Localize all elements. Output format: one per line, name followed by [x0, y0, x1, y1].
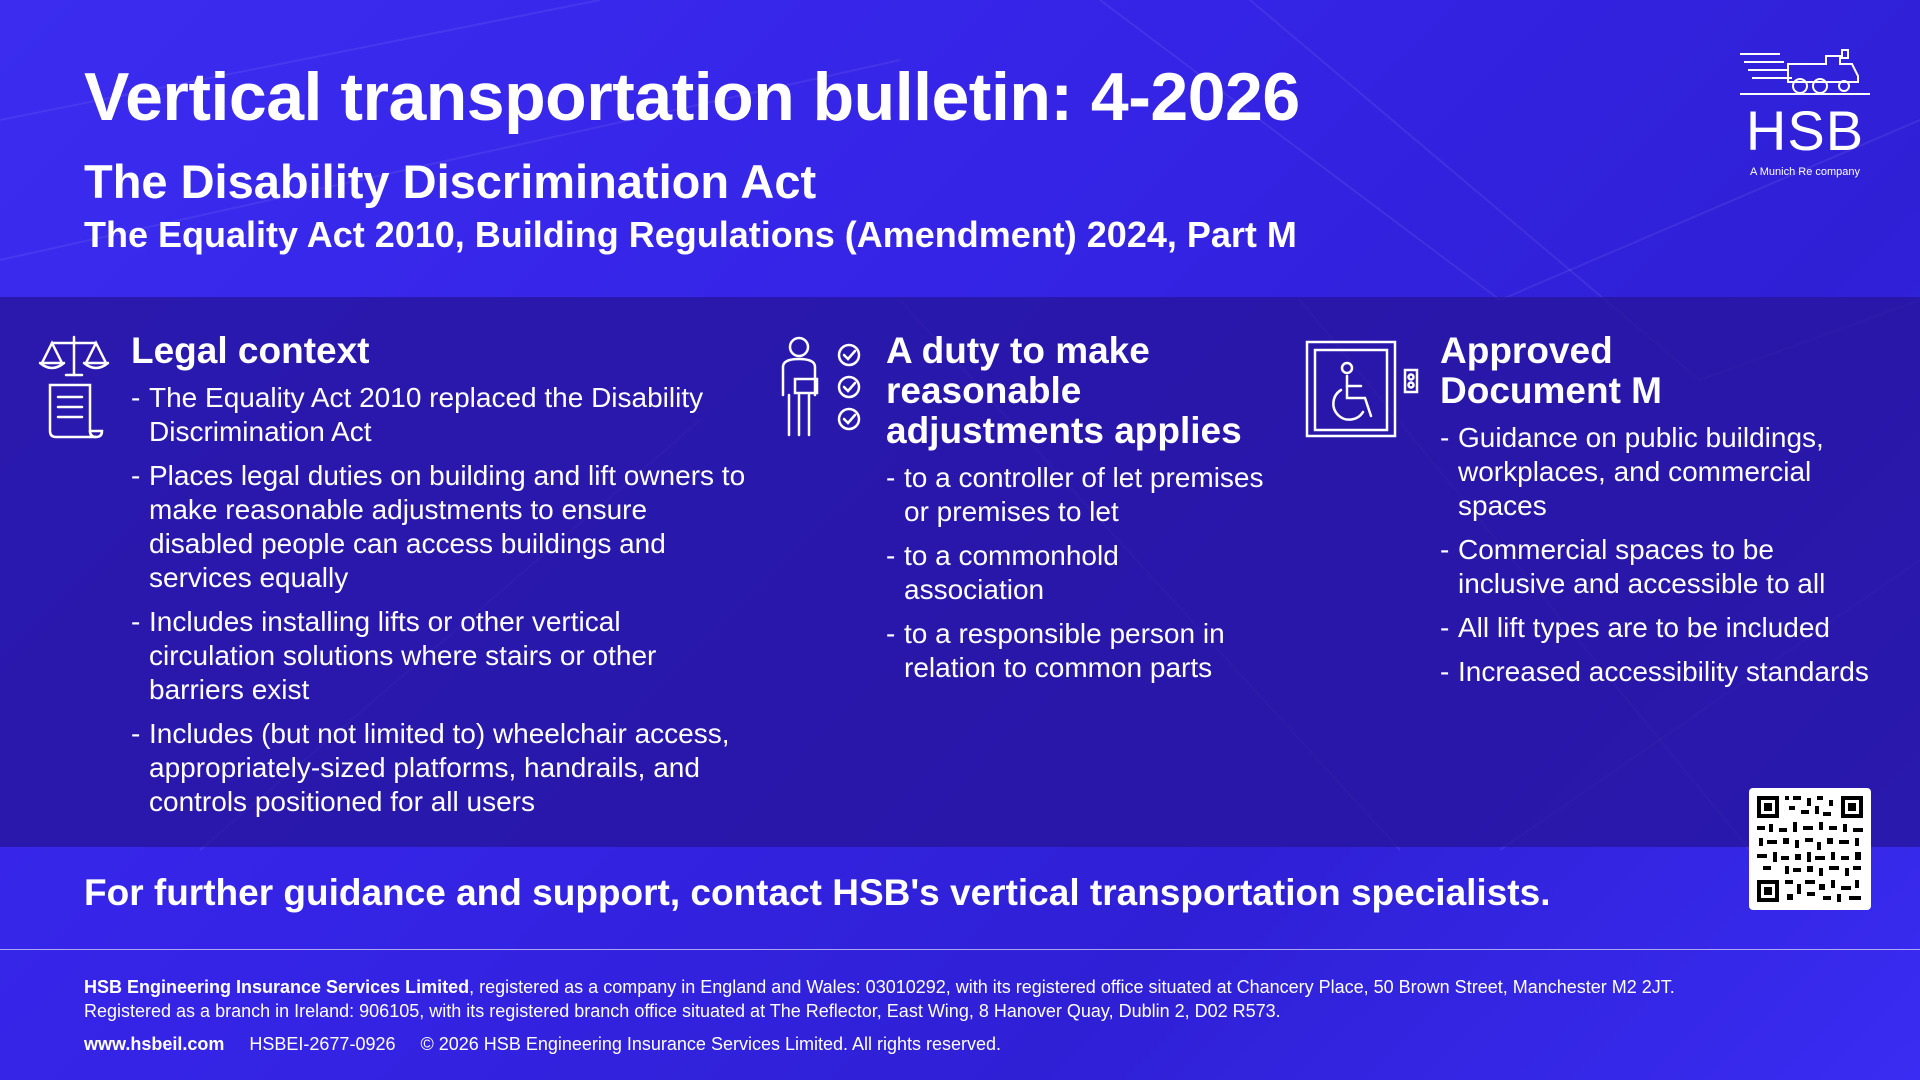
section-title: Approved Document M — [1440, 330, 1662, 411]
list-item: - Guidance on public buildings, workplaces, and commercial spaces — [1440, 421, 1870, 523]
call-to-action: For further guidance and support, contact HSB's vertical transportation specialists. — [84, 872, 1551, 913]
section-title: A duty to make reasonable adjustments applies — [886, 330, 1242, 451]
section-title: Legal context — [131, 330, 370, 371]
list-item: - Places legal duties on building and lift owners to make reasonable adjustments to ensure disabled people can access buildings and services equally — [131, 459, 751, 595]
logo-text: HSB — [1745, 99, 1865, 162]
page-title: Vertical transportation bulletin: 4-2026 — [84, 59, 1300, 135]
registration-england: , registered as a company in England and Wales: 03010292, with its registered office situated at Chancery Place, 50 Brown Street, Manchester M2 2JT. — [469, 977, 1675, 997]
list-item: - to a commonhold association — [886, 539, 1266, 607]
logo-tagline: A Munich Re company — [1749, 166, 1861, 178]
list-item: - The Equality Act 2010 replaced the Disability Discrimination Act — [131, 381, 751, 449]
website-link[interactable]: www.hsbeil.com — [84, 1034, 225, 1054]
footer — [84, 975, 1675, 1023]
list-item: - Increased accessibility standards — [1440, 655, 1870, 689]
company-name: HSB Engineering Insurance Services Limited — [84, 977, 470, 997]
list-item: - Includes installing lifts or other vertical circulation solutions where stairs or other barriers exist — [131, 605, 751, 707]
section-approved-document-m — [1440, 331, 1870, 689]
locomotive-icon — [1740, 46, 1870, 96]
section-duty — [886, 331, 1266, 685]
list-item: - to a controller of let premises or premises to let — [886, 461, 1266, 529]
page-subtitle-secondary: The Equality Act 2010, Building Regulations (Amendment) 2024, Part M — [84, 214, 1297, 255]
hsb-logo — [1740, 46, 1870, 186]
copyright: © 2026 HSB Engineering Insurance Services Limited. All rights reserved. — [420, 1034, 1002, 1054]
footer-line-2: Registered as a branch in Ireland: 906105, with its registered branch office situated at The Reflector, East Wing, 8 Hanover Quay, Dublin 2, D02 R573. — [84, 1001, 1281, 1021]
section-legal-context — [131, 331, 751, 819]
wheelchair-lift-icon — [1305, 340, 1421, 438]
list-item: - to a responsible person in relation to common parts — [886, 617, 1266, 685]
document-reference: HSBEI-2677-0926 — [249, 1034, 396, 1054]
list-item: - Includes (but not limited to) wheelchair access, appropriately-sized platforms, handrails, and controls positioned for all users — [131, 717, 751, 819]
section-list — [1440, 421, 1870, 689]
page-subtitle: The Disability Discrimination Act — [84, 155, 817, 208]
person-checklist-icon — [775, 335, 865, 440]
list-item: - All lift types are to be included — [1440, 611, 1870, 645]
section-list — [886, 461, 1266, 685]
section-list — [131, 381, 751, 819]
footer-line-1 — [84, 975, 1675, 999]
qr-code[interactable] — [1749, 788, 1871, 910]
scales-scroll-icon — [38, 335, 110, 440]
footer-divider — [0, 949, 1920, 950]
list-item: - Commercial spaces to be inclusive and accessible to all — [1440, 533, 1870, 601]
footer-links — [84, 1034, 1021, 1055]
header — [0, 0, 1920, 297]
